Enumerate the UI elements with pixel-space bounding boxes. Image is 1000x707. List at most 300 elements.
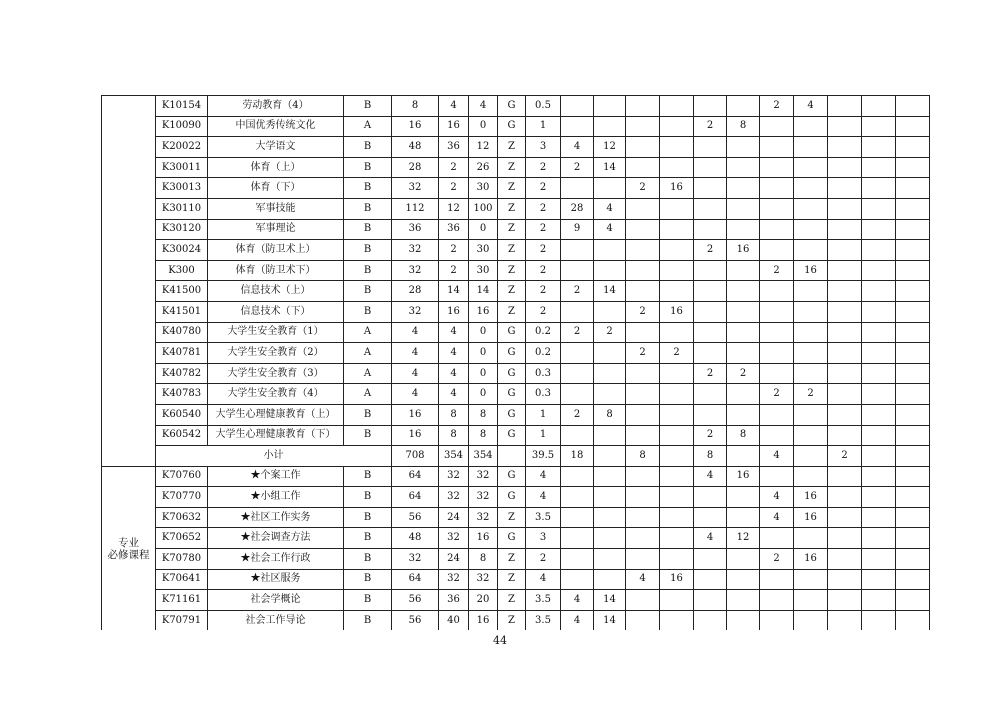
theory-hours-cell: 40 [439, 610, 469, 630]
total-hours-cell: 64 [392, 487, 439, 508]
semester-cell [760, 590, 794, 611]
semester-cell [760, 610, 794, 630]
course-code-cell: K40780 [156, 322, 208, 343]
theory-hours-cell: 4 [439, 363, 469, 384]
semester-cell [727, 343, 760, 364]
course-nature-cell: G [498, 487, 526, 508]
semester-cell [561, 425, 594, 446]
total-hours-cell: 48 [392, 528, 439, 549]
semester-cell: 2 [760, 549, 794, 570]
theory-hours-cell: 16 [439, 116, 469, 137]
semester-cell [594, 507, 626, 528]
total-hours-cell: 4 [392, 363, 439, 384]
table-row [102, 610, 930, 630]
semester-cell [626, 240, 660, 261]
semester-cell [594, 116, 626, 137]
course-type-cell: B [344, 240, 392, 261]
semester-cell: 16 [794, 549, 828, 570]
semester-cell [561, 528, 594, 549]
semester-cell [727, 137, 760, 158]
semester-cell: 4 [561, 610, 594, 630]
semester-cell [660, 487, 694, 508]
total-hours-cell: 16 [392, 425, 439, 446]
semester-cell [760, 425, 794, 446]
subtotal-theory-cell: 354 [439, 446, 469, 467]
semester-cell [727, 590, 760, 611]
course-type-cell: B [344, 260, 392, 281]
semester-cell [828, 528, 862, 549]
semester-cell [828, 549, 862, 570]
semester-cell [694, 590, 727, 611]
semester-cell [862, 404, 896, 425]
remark-cell [896, 384, 930, 405]
semester-cell: 2 [561, 322, 594, 343]
credit-cell: 2 [526, 178, 561, 199]
semester-cell: 14 [594, 157, 626, 178]
semester-cell [660, 198, 694, 219]
subtotal-semester-cell: 4 [760, 446, 794, 467]
subtotal-semester-cell [794, 446, 828, 467]
course-type-cell: B [344, 178, 392, 199]
course-nature-cell: Z [498, 301, 526, 322]
subtotal-semester-cell [727, 446, 760, 467]
total-hours-cell: 8 [392, 96, 439, 117]
semester-cell [626, 157, 660, 178]
practice-hours-cell: 8 [469, 549, 498, 570]
semester-cell [760, 178, 794, 199]
course-name-cell: 体育（防卫术上） [208, 240, 344, 261]
practice-hours-cell: 0 [469, 219, 498, 240]
theory-hours-cell: 2 [439, 260, 469, 281]
semester-cell [760, 343, 794, 364]
course-code-cell: K300 [156, 260, 208, 281]
practice-hours-cell: 16 [469, 610, 498, 630]
course-code-cell: K70632 [156, 507, 208, 528]
remark-cell [896, 137, 930, 158]
total-hours-cell: 32 [392, 260, 439, 281]
semester-cell [694, 487, 727, 508]
semester-cell: 14 [594, 590, 626, 611]
credit-cell: 2 [526, 219, 561, 240]
course-type-cell: B [344, 569, 392, 590]
total-hours-cell: 36 [392, 219, 439, 240]
total-hours-cell: 4 [392, 343, 439, 364]
course-nature-cell: Z [498, 569, 526, 590]
practice-hours-cell: 8 [469, 425, 498, 446]
semester-cell [727, 404, 760, 425]
semester-cell [626, 549, 660, 570]
semester-cell [727, 322, 760, 343]
semester-cell: 2 [626, 301, 660, 322]
course-name-cell: 大学生安全教育（2） [208, 343, 344, 364]
semester-cell [694, 610, 727, 630]
semester-cell [862, 96, 896, 117]
practice-hours-cell: 32 [469, 569, 498, 590]
course-code-cell: K41500 [156, 281, 208, 302]
semester-cell [694, 384, 727, 405]
semester-cell [626, 96, 660, 117]
semester-cell [828, 157, 862, 178]
semester-cell [626, 260, 660, 281]
credit-cell: 2 [526, 301, 561, 322]
theory-hours-cell: 32 [439, 487, 469, 508]
semester-cell [862, 301, 896, 322]
course-code-cell: K70760 [156, 466, 208, 487]
table-row [102, 549, 930, 570]
semester-cell [626, 487, 660, 508]
semester-cell [594, 363, 626, 384]
semester-cell: 16 [727, 240, 760, 261]
semester-cell [862, 384, 896, 405]
semester-cell [727, 384, 760, 405]
course-nature-cell: G [498, 528, 526, 549]
semester-cell [727, 157, 760, 178]
semester-cell [760, 466, 794, 487]
credit-cell: 0.2 [526, 322, 561, 343]
category-label-line1: 专业 [118, 536, 139, 549]
course-nature-cell: Z [498, 137, 526, 158]
subtotal-label-cell: 小计 [156, 446, 392, 467]
semester-cell [660, 363, 694, 384]
semester-cell: 14 [594, 610, 626, 630]
semester-cell [561, 240, 594, 261]
table-row [102, 137, 930, 158]
semester-cell: 8 [727, 116, 760, 137]
course-code-cell: K70652 [156, 528, 208, 549]
semester-cell: 4 [760, 507, 794, 528]
semester-cell [760, 363, 794, 384]
remark-cell [896, 281, 930, 302]
credit-cell: 2 [526, 260, 561, 281]
semester-cell: 2 [760, 384, 794, 405]
table-row [102, 240, 930, 261]
course-type-cell: B [344, 198, 392, 219]
semester-cell [794, 137, 828, 158]
table-row [102, 260, 930, 281]
course-name-cell: ★小组工作 [208, 487, 344, 508]
course-code-cell: K20022 [156, 137, 208, 158]
course-type-cell: B [344, 610, 392, 630]
semester-cell [626, 198, 660, 219]
remark-cell [896, 157, 930, 178]
semester-cell [660, 116, 694, 137]
practice-hours-cell: 30 [469, 178, 498, 199]
total-hours-cell: 56 [392, 507, 439, 528]
semester-cell: 2 [694, 425, 727, 446]
semester-cell: 2 [561, 281, 594, 302]
semester-cell [594, 260, 626, 281]
semester-cell [626, 137, 660, 158]
theory-hours-cell: 14 [439, 281, 469, 302]
total-hours-cell: 32 [392, 301, 439, 322]
course-type-cell: B [344, 528, 392, 549]
theory-hours-cell: 12 [439, 198, 469, 219]
semester-cell [794, 569, 828, 590]
semester-cell [828, 301, 862, 322]
semester-cell [694, 322, 727, 343]
course-nature-cell: Z [498, 198, 526, 219]
semester-cell [626, 384, 660, 405]
total-hours-cell: 32 [392, 549, 439, 570]
course-nature-cell: Z [498, 178, 526, 199]
semester-cell [660, 610, 694, 630]
semester-cell [862, 569, 896, 590]
credit-cell: 3.5 [526, 610, 561, 630]
semester-cell [594, 466, 626, 487]
semester-cell [862, 590, 896, 611]
subtotal-semester-cell [660, 446, 694, 467]
semester-cell [561, 569, 594, 590]
semester-cell [794, 590, 828, 611]
credit-cell: 1 [526, 425, 561, 446]
course-code-cell: K40783 [156, 384, 208, 405]
credit-cell: 4 [526, 487, 561, 508]
semester-cell [727, 96, 760, 117]
table-body [102, 96, 930, 631]
semester-cell [594, 549, 626, 570]
semester-cell: 4 [626, 569, 660, 590]
course-type-cell: B [344, 137, 392, 158]
semester-cell [828, 343, 862, 364]
remark-cell [896, 198, 930, 219]
theory-hours-cell: 24 [439, 549, 469, 570]
course-name-cell: ★社会工作行政 [208, 549, 344, 570]
semester-cell [660, 96, 694, 117]
credit-cell: 3.5 [526, 590, 561, 611]
subtotal-semester-cell [862, 446, 896, 467]
semester-cell [760, 569, 794, 590]
course-type-cell: B [344, 157, 392, 178]
table-row [102, 569, 930, 590]
semester-cell [727, 198, 760, 219]
semester-cell: 4 [794, 96, 828, 117]
semester-cell [794, 219, 828, 240]
course-code-cell: K30011 [156, 157, 208, 178]
semester-cell [660, 528, 694, 549]
semester-cell [862, 219, 896, 240]
course-code-cell: K30024 [156, 240, 208, 261]
semester-cell [760, 157, 794, 178]
theory-hours-cell: 2 [439, 178, 469, 199]
course-nature-cell: Z [498, 157, 526, 178]
practice-hours-cell: 20 [469, 590, 498, 611]
course-nature-cell: G [498, 322, 526, 343]
semester-cell: 16 [660, 178, 694, 199]
semester-cell: 16 [727, 466, 760, 487]
semester-cell [794, 610, 828, 630]
theory-hours-cell: 32 [439, 569, 469, 590]
practice-hours-cell: 32 [469, 487, 498, 508]
semester-cell [794, 301, 828, 322]
table-row [102, 528, 930, 549]
semester-cell [626, 116, 660, 137]
semester-cell [561, 343, 594, 364]
course-code-cell: K10090 [156, 116, 208, 137]
semester-cell: 4 [694, 466, 727, 487]
course-nature-cell: G [498, 343, 526, 364]
practice-hours-cell: 30 [469, 260, 498, 281]
practice-hours-cell: 16 [469, 301, 498, 322]
course-name-cell: 劳动教育（4） [208, 96, 344, 117]
semester-cell [561, 487, 594, 508]
credit-cell: 0.5 [526, 96, 561, 117]
semester-cell [862, 157, 896, 178]
course-name-cell: 大学生安全教育（1） [208, 322, 344, 343]
semester-cell [794, 281, 828, 302]
subtotal-semester-cell: 2 [828, 446, 862, 467]
semester-cell [594, 569, 626, 590]
semester-cell [794, 116, 828, 137]
semester-cell [660, 137, 694, 158]
course-name-cell: 信息技术（下） [208, 301, 344, 322]
semester-cell [760, 240, 794, 261]
course-name-cell: 体育（下） [208, 178, 344, 199]
course-nature-cell: Z [498, 610, 526, 630]
course-type-cell: B [344, 590, 392, 611]
practice-hours-cell: 12 [469, 137, 498, 158]
semester-cell: 12 [594, 137, 626, 158]
semester-cell [594, 178, 626, 199]
category-cell-major [102, 466, 156, 630]
semester-cell [561, 301, 594, 322]
semester-cell [862, 178, 896, 199]
semester-cell [660, 240, 694, 261]
course-code-cell: K70791 [156, 610, 208, 630]
practice-hours-cell: 26 [469, 157, 498, 178]
semester-cell [828, 219, 862, 240]
semester-cell [694, 178, 727, 199]
remark-cell [896, 301, 930, 322]
semester-cell: 16 [794, 507, 828, 528]
semester-cell: 8 [727, 425, 760, 446]
semester-cell: 16 [794, 260, 828, 281]
course-name-cell: 信息技术（上） [208, 281, 344, 302]
credit-cell: 0.3 [526, 384, 561, 405]
theory-hours-cell: 36 [439, 137, 469, 158]
course-plan-table [101, 95, 930, 630]
semester-cell [828, 466, 862, 487]
course-name-cell: ★社区工作实务 [208, 507, 344, 528]
semester-cell [660, 507, 694, 528]
semester-cell [862, 507, 896, 528]
page-number: 44 [493, 634, 507, 647]
semester-cell [561, 116, 594, 137]
semester-cell [794, 157, 828, 178]
course-code-cell: K40781 [156, 343, 208, 364]
table-row [102, 425, 930, 446]
remark-cell [896, 446, 930, 467]
category-label-line2: 必修课程 [107, 548, 150, 561]
remark-cell [896, 610, 930, 630]
semester-cell: 4 [561, 137, 594, 158]
theory-hours-cell: 8 [439, 425, 469, 446]
semester-cell [694, 219, 727, 240]
semester-cell [660, 322, 694, 343]
semester-cell [594, 301, 626, 322]
subtotal-credit-cell: 39.5 [526, 446, 561, 467]
theory-hours-cell: 36 [439, 590, 469, 611]
remark-cell [896, 260, 930, 281]
theory-hours-cell: 24 [439, 507, 469, 528]
semester-cell: 14 [594, 281, 626, 302]
semester-cell [862, 116, 896, 137]
semester-cell [862, 425, 896, 446]
semester-cell: 8 [594, 404, 626, 425]
table-row [102, 96, 930, 117]
course-name-cell: 中国优秀传统文化 [208, 116, 344, 137]
course-name-cell: 大学语文 [208, 137, 344, 158]
theory-hours-cell: 36 [439, 219, 469, 240]
theory-hours-cell: 2 [439, 157, 469, 178]
semester-cell [594, 425, 626, 446]
semester-cell: 12 [727, 528, 760, 549]
semester-cell [828, 281, 862, 302]
course-name-cell: 体育（上） [208, 157, 344, 178]
course-type-cell: A [344, 322, 392, 343]
course-nature-cell: G [498, 96, 526, 117]
semester-cell: 28 [561, 198, 594, 219]
credit-cell: 4 [526, 569, 561, 590]
total-hours-cell: 4 [392, 322, 439, 343]
table-row [102, 404, 930, 425]
semester-cell [828, 363, 862, 384]
course-nature-cell: G [498, 384, 526, 405]
course-name-cell: 体育（防卫术下） [208, 260, 344, 281]
semester-cell: 2 [660, 343, 694, 364]
semester-cell [828, 178, 862, 199]
semester-cell [760, 137, 794, 158]
semester-cell [760, 301, 794, 322]
semester-cell: 2 [694, 363, 727, 384]
semester-cell [727, 301, 760, 322]
semester-cell [626, 219, 660, 240]
course-code-cell: K41501 [156, 301, 208, 322]
course-name-cell: 大学生心理健康教育（上） [208, 404, 344, 425]
semester-cell [794, 198, 828, 219]
total-hours-cell: 48 [392, 137, 439, 158]
course-nature-cell: Z [498, 219, 526, 240]
total-hours-cell: 56 [392, 590, 439, 611]
semester-cell [828, 569, 862, 590]
semester-cell: 2 [694, 116, 727, 137]
theory-hours-cell: 4 [439, 384, 469, 405]
semester-cell [694, 549, 727, 570]
semester-cell: 16 [660, 569, 694, 590]
subtotal-nature-cell [498, 446, 526, 467]
semester-cell [862, 343, 896, 364]
semester-cell [727, 260, 760, 281]
semester-cell [794, 363, 828, 384]
remark-cell [896, 343, 930, 364]
semester-cell [760, 198, 794, 219]
semester-cell [862, 322, 896, 343]
course-type-cell: B [344, 466, 392, 487]
semester-cell [660, 590, 694, 611]
semester-cell [660, 425, 694, 446]
semester-cell [828, 384, 862, 405]
course-code-cell: K40782 [156, 363, 208, 384]
semester-cell [660, 157, 694, 178]
semester-cell [862, 528, 896, 549]
semester-cell [626, 425, 660, 446]
credit-cell: 0.3 [526, 363, 561, 384]
credit-cell: 1 [526, 116, 561, 137]
course-name-cell: 军事技能 [208, 198, 344, 219]
semester-cell [660, 260, 694, 281]
remark-cell [896, 466, 930, 487]
theory-hours-cell: 16 [439, 301, 469, 322]
semester-cell [594, 487, 626, 508]
